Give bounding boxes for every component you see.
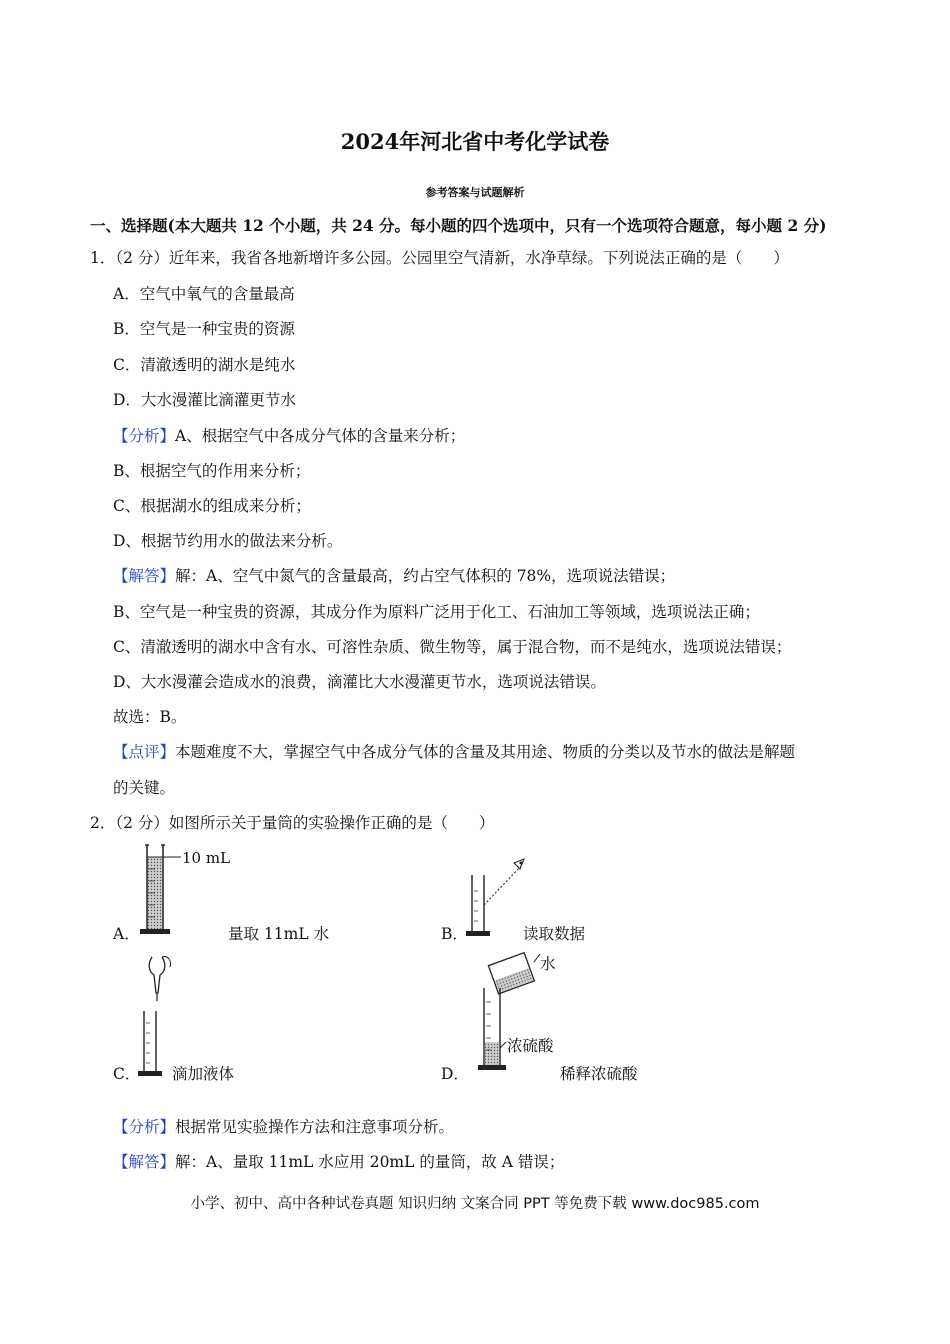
q2-analysis-tag: 【分析】 — [113, 1118, 176, 1136]
q2-answer-line — [113, 1152, 564, 1172]
figure-c-letter: C． — [113, 1065, 141, 1083]
q1-analysis-line-3: C、根据湖水的组成来分析； — [113, 497, 311, 515]
figure-b-letter: B． — [441, 925, 468, 943]
q1-option-b: B．空气是一种宝贵的资源 — [113, 320, 295, 338]
figure-d-caption: 稀释浓硫酸 — [560, 1065, 638, 1083]
figure-a-caption: 量取 11mL 水 — [228, 925, 330, 943]
figure-c-caption: 滴加液体 — [172, 1065, 235, 1083]
answer-tag: 【解答】 — [113, 567, 176, 585]
figure-d-letter: D． — [441, 1065, 469, 1083]
q1-option-d: D．大水漫灌比滴灌更节水 — [113, 391, 296, 409]
q2-analysis-text: 根据常见实验操作方法和注意事项分析。 — [175, 1118, 455, 1136]
analysis-tag: 【分析】 — [113, 427, 176, 445]
q1-answer-line-1 — [113, 566, 675, 586]
figure-a-mark: 10 mL — [182, 849, 231, 867]
q1-analysis-line-4: D、根据节约用水的做法来分析。 — [113, 532, 343, 550]
q2-stem: 2．（2 分）如图所示关于量筒的实验操作正确的是（ ） — [90, 814, 495, 832]
q1-comment-text: 本题难度不大，掌握空气中各成分气体的含量及其用途、物质的分类以及节水的做法是解题 — [175, 743, 796, 761]
q1-answer-line-4: D、大水漫灌会造成水的浪费，滴灌比大水漫灌更节水，选项说法错误。 — [113, 673, 606, 691]
page-title: 2024年河北省中考化学试卷 — [340, 129, 610, 154]
q2-analysis-line — [113, 1117, 454, 1137]
q2-answer-tag: 【解答】 — [113, 1153, 176, 1171]
q1-option-a: A．空气中氧气的含量最高 — [113, 285, 295, 303]
section-heading: 一、选择题(本大题共 12 个小题，共 24 分。每小题的四个选项中，只有一个选项符合题意，每小题 2 分) — [90, 216, 827, 235]
figure-b-caption: 读取数据 — [523, 925, 586, 943]
figure-d-water-label: 水 — [540, 955, 556, 973]
q1-comment-line-1 — [113, 742, 795, 762]
figure-a-letter: A． — [113, 925, 140, 943]
q2-answer-text: 解：A、量取 11mL 水应用 20mL 的量筒，故 A 错误； — [175, 1153, 565, 1171]
comment-tag: 【点评】 — [113, 743, 176, 761]
page-subtitle: 参考答案与试题解析 — [425, 186, 525, 199]
q1-stem: 1．（2 分）近年来，我省各地新增许多公园。公园里空气清新，水净草绿。下列说法正确的是（ ） — [90, 249, 789, 267]
q1-answer-text: 解：A、空气中氮气的含量最高，约占空气体积的 78%，选项说法错误； — [175, 567, 676, 585]
q1-comment-line-2: 的关键。 — [113, 779, 176, 797]
figure-a-cylinder — [138, 843, 238, 938]
q1-analysis-line-2: B、根据空气的作用来分析； — [113, 462, 311, 480]
page-footer: 小学、初中、高中各种试卷真题 知识归纳 文案合同 PPT 等免费下载 www.doc985.com — [190, 1196, 760, 1212]
figure-d-acid-label: 浓硫酸 — [507, 1037, 554, 1055]
q1-answer-line-2: B、空气是一种宝贵的资源，其成分作为原料广泛用于化工、石油加工等领域，选项说法正确； — [113, 603, 760, 621]
q1-option-c: C．清澈透明的湖水是纯水 — [113, 356, 296, 374]
q1-answer-line-3: C、清澈透明的湖水中含有水、可溶性杂质、微生物等，属于混合物，而不是纯水，选项说法错误； — [113, 638, 792, 656]
q1-analysis-text: A、根据空气中各成分气体的含量来分析； — [175, 427, 466, 445]
q1-choice: 故选：B。 — [113, 708, 187, 726]
q1-analysis-line-1 — [113, 426, 465, 446]
